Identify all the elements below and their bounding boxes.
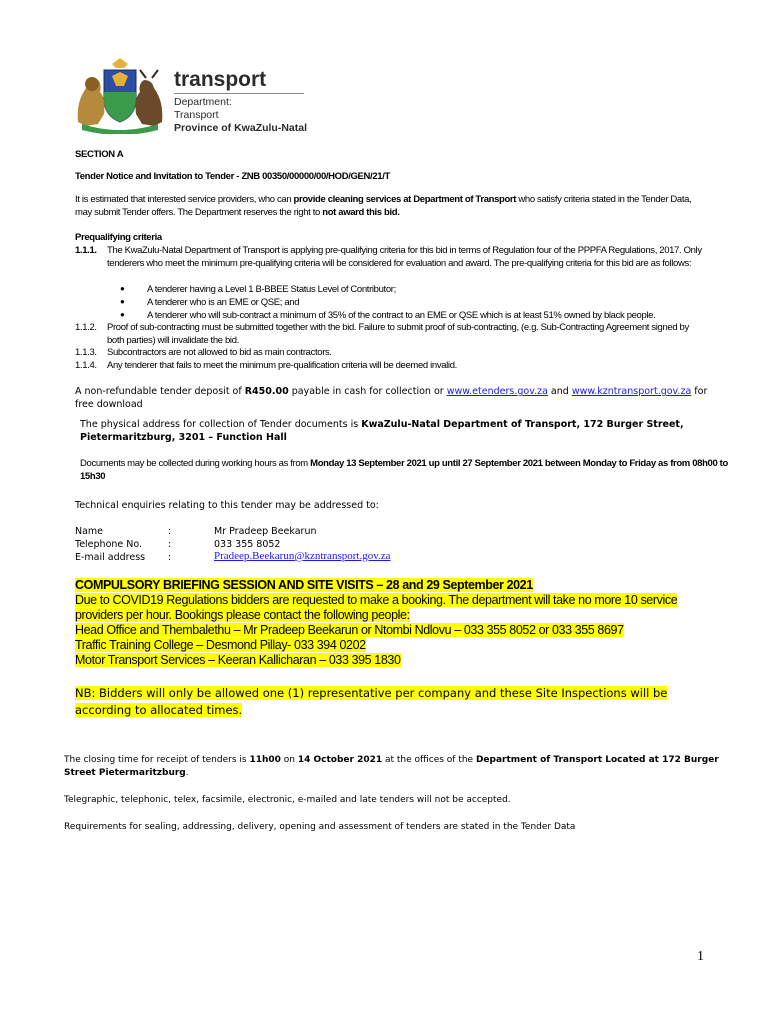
criterion-1-1-1-text: The KwaZulu-Natal Department of Transport is applying pre-qualifying criteria for this bid in terms of Regulation four of the PPPFA Regulations, 2017. Only tenderers who meet the minimum pre-qualifying criteria will be considered for evaluation and award. The pre-qualifying criteria for this bid are as follows: (107, 245, 702, 269)
not-accepted-notice: Telegraphic, telephonic, telex, facsimile, electronic, e-mailed and late tenders will not be accepted. (64, 795, 511, 805)
nb-note (75, 685, 667, 719)
bullet-item: A tenderer having a Level 1 B-BBEE Status Level of Contributor; (147, 284, 396, 295)
closing-paragraph: The closing time for receipt of tenders is 11h00 on 14 October 2021 at the offices of the Department of Transport Located at 172 Burger Street Pietermaritzburg. (64, 755, 719, 778)
enquiry-label: Telephone No. (75, 539, 143, 550)
briefing-line-3: Head Office and Thembalethu – Mr Pradeep Beekarun or Ntombi Ndlovu – 033 355 8052 or 033 355 8697 (75, 623, 624, 637)
bullet-item: A tenderer who is an EME or QSE; and (147, 297, 300, 308)
brand-line-1: Department: (174, 96, 232, 108)
bullet-dot: ● (120, 297, 125, 306)
enquiries-intro: Technical enquiries relating to this tender may be addressed to: (75, 500, 379, 511)
enquiry-label: Name (75, 526, 104, 537)
email-link[interactable]: Pradeep.Beekarun@kzntransport.gov.za (214, 550, 391, 562)
briefing-line-1: Due to COVID19 Regulations bidders are requested to make a booking. The department will take no more 10 service (75, 593, 678, 607)
enquiry-label: E-mail address (75, 552, 146, 563)
bullet-item: A tenderer who will sub-contract a minimum of 35% of the contract to an EME or QSE which is at least 51% owned by black people. (147, 310, 656, 321)
criterion-1-1-3-number: 1.1.3. (75, 347, 97, 358)
prequal-heading: Prequalifying criteria (75, 232, 162, 243)
criterion-1-1-2-text: Proof of sub-contracting must be submitted together with the bid. Failure to submit proof of sub-contracting, (e.g. Sub-Contracting Agreement signed by both parties) will invalidate the bid. (107, 322, 689, 346)
page-number: 1 (697, 949, 704, 964)
etenders-link[interactable]: www.etenders.gov.za (446, 386, 548, 397)
enquiry-value: 033 355 8052 (214, 539, 281, 550)
tender-title: Tender Notice and Invitation to Tender - ZNB 00350/00000/00/HOD/GEN/21/T (75, 171, 390, 182)
briefing-heading: COMPULSORY BRIEFING SESSION AND SITE VISITS – 28 and 29 September 2021 (75, 578, 533, 592)
coat-of-arms-icon (72, 58, 168, 134)
requirements-notice: Requirements for sealing, addressing, delivery, opening and assessment of tenders are stated in the Tender Data (64, 822, 576, 832)
bullet-dot: ● (120, 310, 125, 319)
enquiry-value: Mr Pradeep Beekarun (214, 526, 317, 537)
nb-line-1: NB: Bidders will only be allowed one (1) representative per company and these Site Inspections will be (75, 686, 668, 700)
criterion-1-1-2-number: 1.1.2. (75, 322, 97, 333)
enquiry-separator: : (168, 539, 172, 550)
logo (72, 58, 312, 138)
brand-name: transport (174, 68, 267, 91)
enquiry-separator: : (168, 526, 172, 537)
criterion-1-1-4-text: Any tenderer that fails to meet the minimum pre-qualification criteria will be deemed invalid. (107, 360, 457, 371)
criterion-1-1-3-text: Subcontractors are not allowed to bid as main contractors. (107, 347, 332, 358)
briefing-line-5: Motor Transport Services – Keeran Kallicharan – 033 395 1830 (75, 653, 401, 667)
collection-paragraph: Documents may be collected during working hours as from Monday 13 September 2021 up until 27 September 2021 between Monday to Friday as from 08h00 to 15h30 (80, 458, 728, 482)
briefing-line-2: providers per hour. Bookings please contact the following people: (75, 608, 410, 622)
section-heading: SECTION A (75, 149, 124, 160)
brand-rule (174, 93, 304, 94)
criterion-1-1-1-number: 1.1.1. (75, 245, 97, 256)
brand-line-3: Province of KwaZulu-Natal (174, 122, 308, 134)
deposit-paragraph: A non-refundable tender deposit of R450.00 payable in cash for collection or www.etenders.gov.za and www.kzntransport.gov.za for free download (75, 386, 708, 410)
briefing-line-4: Traffic Training College – Desmond Pillay- 033 394 0202 (75, 638, 366, 652)
briefing-block (75, 578, 677, 668)
bullet-dot: ● (120, 284, 125, 293)
address-paragraph: The physical address for collection of Tender documents is KwaZulu-Natal Department of Transport, 172 Burger Street, Pietermaritzburg, 3201 – Function Hall (80, 419, 684, 443)
intro-paragraph: It is estimated that interested service providers, who can provide cleaning services at Department of Transport who satisfy criteria stated in the Tender Data, may submit Tender offers. The Department reserves the right to not award this bid. (75, 194, 692, 218)
kzntransport-link[interactable]: www.kzntransport.gov.za (571, 386, 692, 397)
criterion-1-1-4-number: 1.1.4. (75, 360, 97, 371)
brand-line-2: Transport (174, 109, 219, 121)
enquiry-separator: : (168, 552, 172, 563)
nb-line-2: according to allocated times. (75, 703, 243, 717)
